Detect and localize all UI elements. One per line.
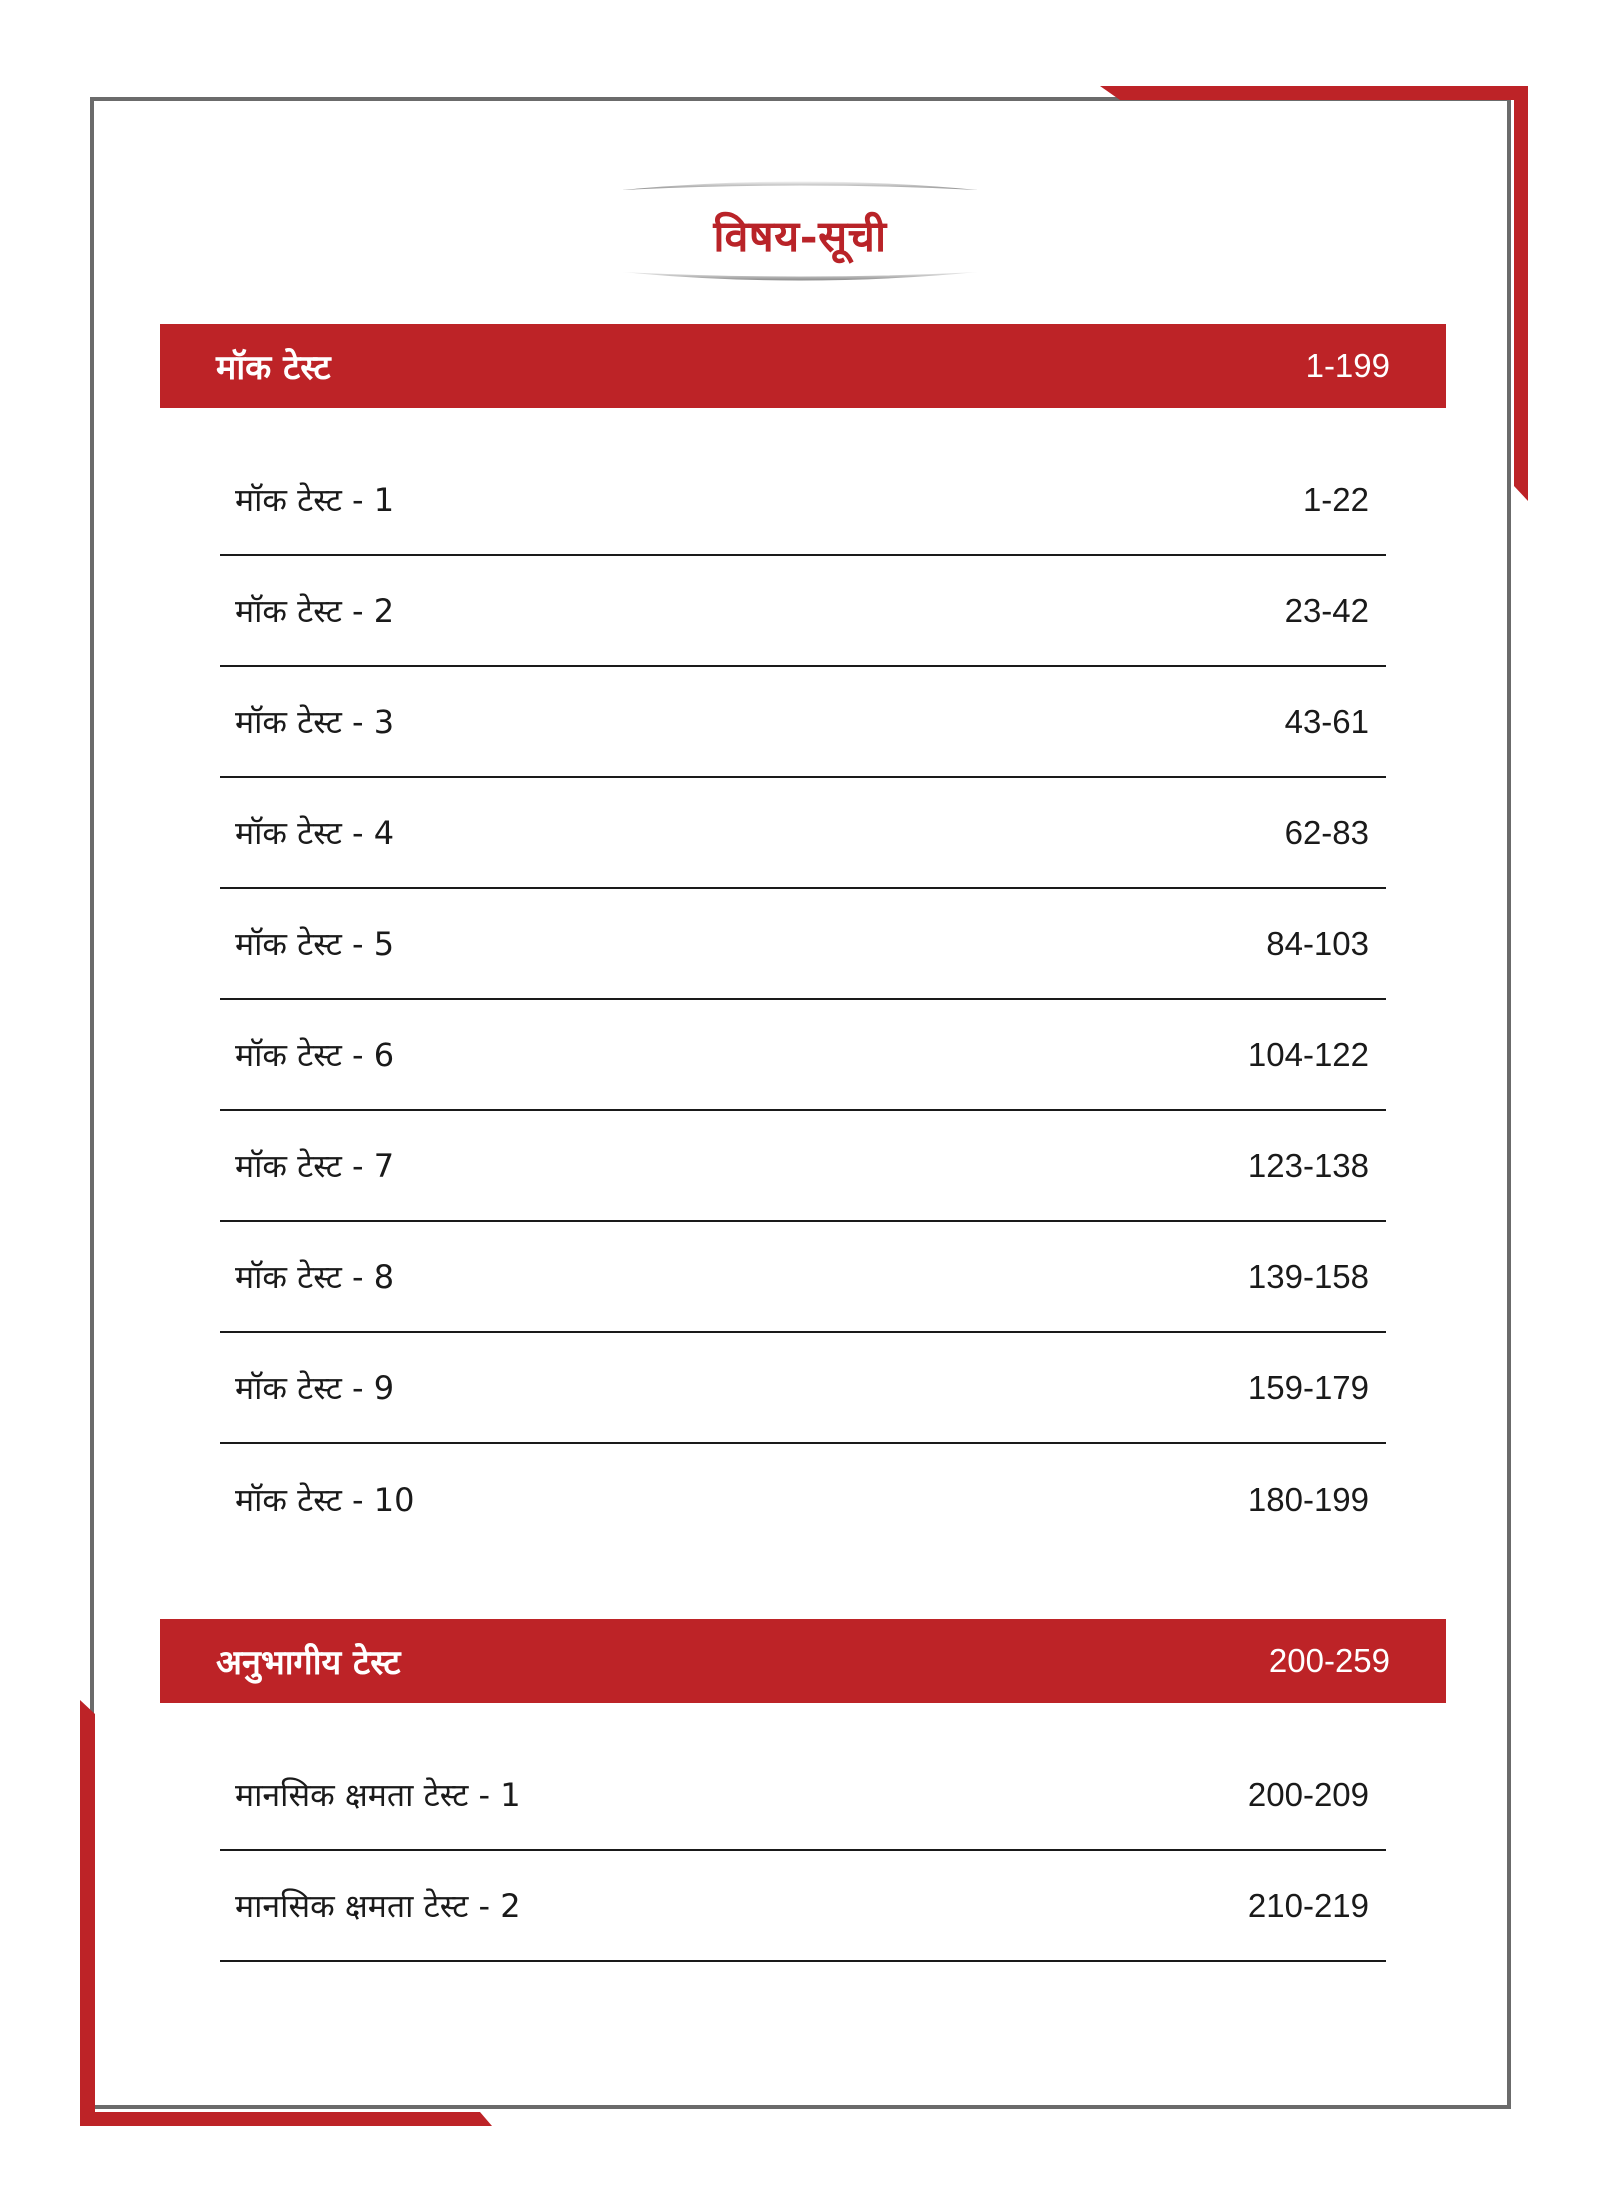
toc-row[interactable] — [220, 556, 1386, 667]
toc-row[interactable] — [220, 1851, 1386, 1962]
toc-entry-label: मॉक टेस्ट - 4 — [235, 814, 395, 852]
toc-entry-pages: 200-209 — [1247, 1775, 1369, 1813]
toc-entry-label: मॉक टेस्ट - 7 — [235, 1147, 395, 1185]
toc-entry-label: मॉक टेस्ट - 3 — [235, 703, 395, 741]
toc-entry-label: मॉक टेस्ट - 2 — [235, 592, 395, 630]
toc-row[interactable] — [220, 445, 1386, 556]
toc-row[interactable] — [220, 1333, 1386, 1444]
toc-list-sectional-tests — [220, 1740, 1386, 1962]
section-header-sectional-tests — [160, 1619, 1446, 1703]
toc-list-mock-tests — [220, 445, 1386, 1555]
toc-row[interactable] — [220, 889, 1386, 1000]
corner-accent-top-right — [1100, 86, 1530, 506]
toc-row[interactable] — [220, 1000, 1386, 1111]
toc-entry-pages: 180-199 — [1247, 1480, 1369, 1518]
toc-entry-label: मॉक टेस्ट - 6 — [235, 1036, 395, 1074]
toc-entry-label: मानसिक क्षमता टेस्ट - 2 — [235, 1887, 521, 1925]
title-block — [620, 175, 980, 285]
toc-entry-pages: 43-61 — [1284, 702, 1369, 740]
toc-row[interactable] — [220, 1111, 1386, 1222]
toc-row[interactable] — [220, 667, 1386, 778]
toc-entry-label: मानसिक क्षमता टेस्ट - 1 — [235, 1776, 521, 1814]
section-header-mock-tests — [160, 324, 1446, 408]
toc-row[interactable] — [220, 778, 1386, 889]
toc-entry-label: मॉक टेस्ट - 5 — [235, 925, 395, 963]
toc-entry-pages: 159-179 — [1247, 1368, 1369, 1406]
toc-row[interactable] — [220, 1740, 1386, 1851]
page-title: विषय-सूची — [713, 212, 887, 262]
toc-entry-pages: 1-22 — [1302, 480, 1369, 518]
toc-entry-pages: 104-122 — [1247, 1035, 1369, 1073]
toc-entry-label: मॉक टेस्ट - 8 — [235, 1258, 395, 1296]
section-range: 200-259 — [1268, 1642, 1390, 1679]
toc-entry-label: मॉक टेस्ट - 10 — [235, 1481, 415, 1519]
toc-entry-label: मॉक टेस्ट - 1 — [235, 481, 395, 519]
toc-entry-pages: 139-158 — [1247, 1257, 1369, 1295]
section-range: 1-199 — [1305, 347, 1390, 384]
toc-entry-label: मॉक टेस्ट - 9 — [235, 1369, 395, 1407]
toc-entry-pages: 84-103 — [1266, 924, 1369, 962]
toc-entry-pages: 210-219 — [1247, 1886, 1369, 1924]
section-title: अनुभागीय टेस्ट — [216, 1643, 401, 1683]
toc-entry-pages: 123-138 — [1247, 1146, 1369, 1184]
toc-row[interactable] — [220, 1222, 1386, 1333]
toc-row[interactable] — [220, 1444, 1386, 1555]
section-title: मॉक टेस्ट — [216, 348, 331, 388]
toc-entry-pages: 62-83 — [1284, 813, 1369, 851]
toc-entry-pages: 23-42 — [1284, 591, 1369, 629]
